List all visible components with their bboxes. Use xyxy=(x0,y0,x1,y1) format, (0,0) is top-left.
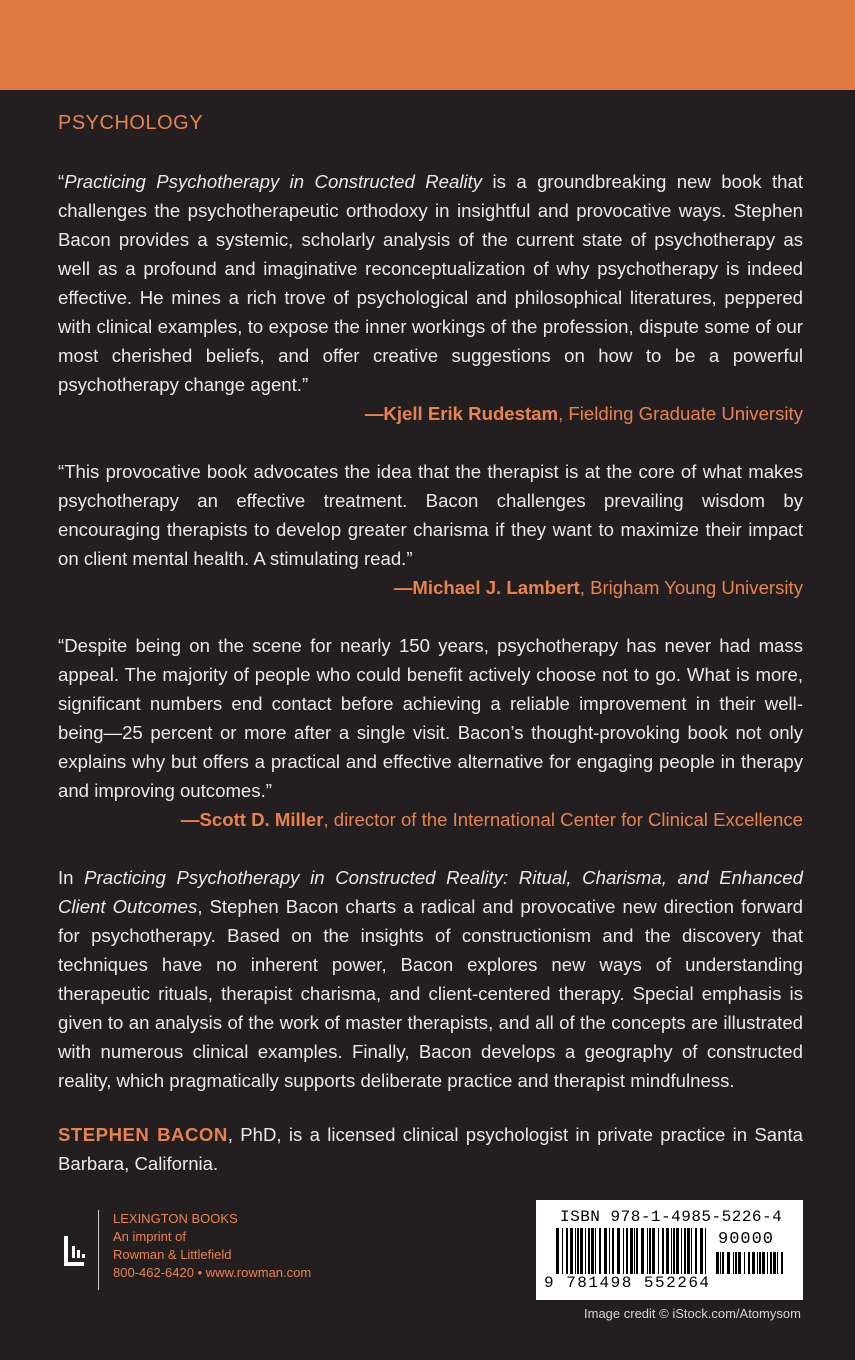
publisher-imprint: An imprint of xyxy=(113,1229,186,1244)
publisher-name: LEXINGTON BOOKS xyxy=(113,1211,238,1226)
publisher-block xyxy=(58,1210,311,1290)
price-barcode-bars xyxy=(716,1252,784,1292)
attribution-3 xyxy=(58,805,803,834)
book-description xyxy=(58,863,803,1095)
isbn-label: ISBN 978-1-4985-5226-4 xyxy=(560,1208,783,1226)
publisher-parent: Rowman & Littlefield xyxy=(113,1247,232,1262)
author-bio xyxy=(58,1120,803,1178)
quote-text: is a groundbreaking new book that challenges the psychotherapeutic orthodoxy in insightful and provocative ways. Stephen Bacon provides a systemic, scholarly analysis of the current state of psychotherapy as well as a profound and imaginative reconceptualization of why psychotherapy is indeed effective. He mines a rich trove of psychological and philosophical literatures, peppered with clinical examples, to expose the inner workings of the profession, dispute some of our most cherished beliefs, and offer creative suggestions on how to be a powerful psychotherapy change agent.” xyxy=(58,171,803,395)
attribution-2 xyxy=(58,573,803,602)
attribution-affiliation: , Fielding Graduate University xyxy=(558,403,803,424)
attribution-affiliation: , director of the International Center for Clinical Excellence xyxy=(323,809,803,830)
author-bio-text: , PhD, is a licensed clinical psychologist in private practice in Santa Barbara, California. xyxy=(58,1124,803,1174)
author-name: STEPHEN BACON xyxy=(58,1124,228,1145)
publisher-text xyxy=(113,1210,311,1282)
attribution-name: —Michael J. Lambert xyxy=(393,577,580,598)
back-cover-text xyxy=(58,167,803,1178)
barcode-digits: 9 781498 552264 xyxy=(544,1274,711,1292)
quote-3: “Despite being on the scene for nearly 150 years, psychotherapy has never had mass appeal. The majority of people who could benefit actively choose not to go. What is more, significant numbers end contact before achieving a reliable improvement in their well-being—25 percent or more after a single visit. Bacon’s thought-provoking book not only explains why but offers a practical and effective alternative for engaging people in therapy and improving outcomes.” xyxy=(58,635,803,801)
image-credit: Image credit © iStock.com/Atomysom xyxy=(584,1306,801,1321)
isbn-barcode xyxy=(536,1200,803,1300)
quote-open-mark: “ xyxy=(58,171,65,192)
attribution-name: —Scott D. Miller xyxy=(180,809,324,830)
attribution-affiliation: , Brigham Young University xyxy=(579,577,803,598)
price-code: 90000 xyxy=(718,1230,775,1249)
category-label: PSYCHOLOGY xyxy=(58,112,204,134)
attribution-name: —Kjell Erik Rudestam xyxy=(364,403,559,424)
book-title: Practicing Psychotherapy in Constructed Reality xyxy=(64,171,483,192)
top-color-band xyxy=(0,0,855,90)
description-text: , Stephen Bacon charts a radical and provocative new direction forward for psychotherapy. Based on the insights of constructionism and the discovery that techniques have no inherent power, Bacon explores new ways of understanding therapeutic rituals, therapist charisma, and client-centered therapy. Special emphasis is given to an analysis of the work of master therapists, and all of the concepts are illustrated with numerous clinical examples. Finally, Bacon develops a geography of constructed reality, which pragmatically supports deliberate practice and therapist mindfulness. xyxy=(58,896,803,1091)
publisher-contact: 800-462-6420 • www.rowman.com xyxy=(113,1265,312,1280)
lexington-books-logo-icon xyxy=(58,1228,94,1288)
book-full-title: Practicing Psychotherapy in Constructed Reality: Ritual, Charisma, and Enhanced Client Outcomes xyxy=(58,867,803,917)
attribution-1 xyxy=(58,399,803,428)
description-lead: In xyxy=(58,867,85,888)
quote-2: “This provocative book advocates the idea that the therapist is at the core of what makes psychotherapy an effective treatment. Bacon challenges prevailing wisdom by encouraging therapists to develop greater charisma if they want to maximize their impact on client mental health. A stimulating read.” xyxy=(58,461,803,569)
publisher-divider xyxy=(98,1210,99,1290)
quote-1 xyxy=(58,167,803,399)
